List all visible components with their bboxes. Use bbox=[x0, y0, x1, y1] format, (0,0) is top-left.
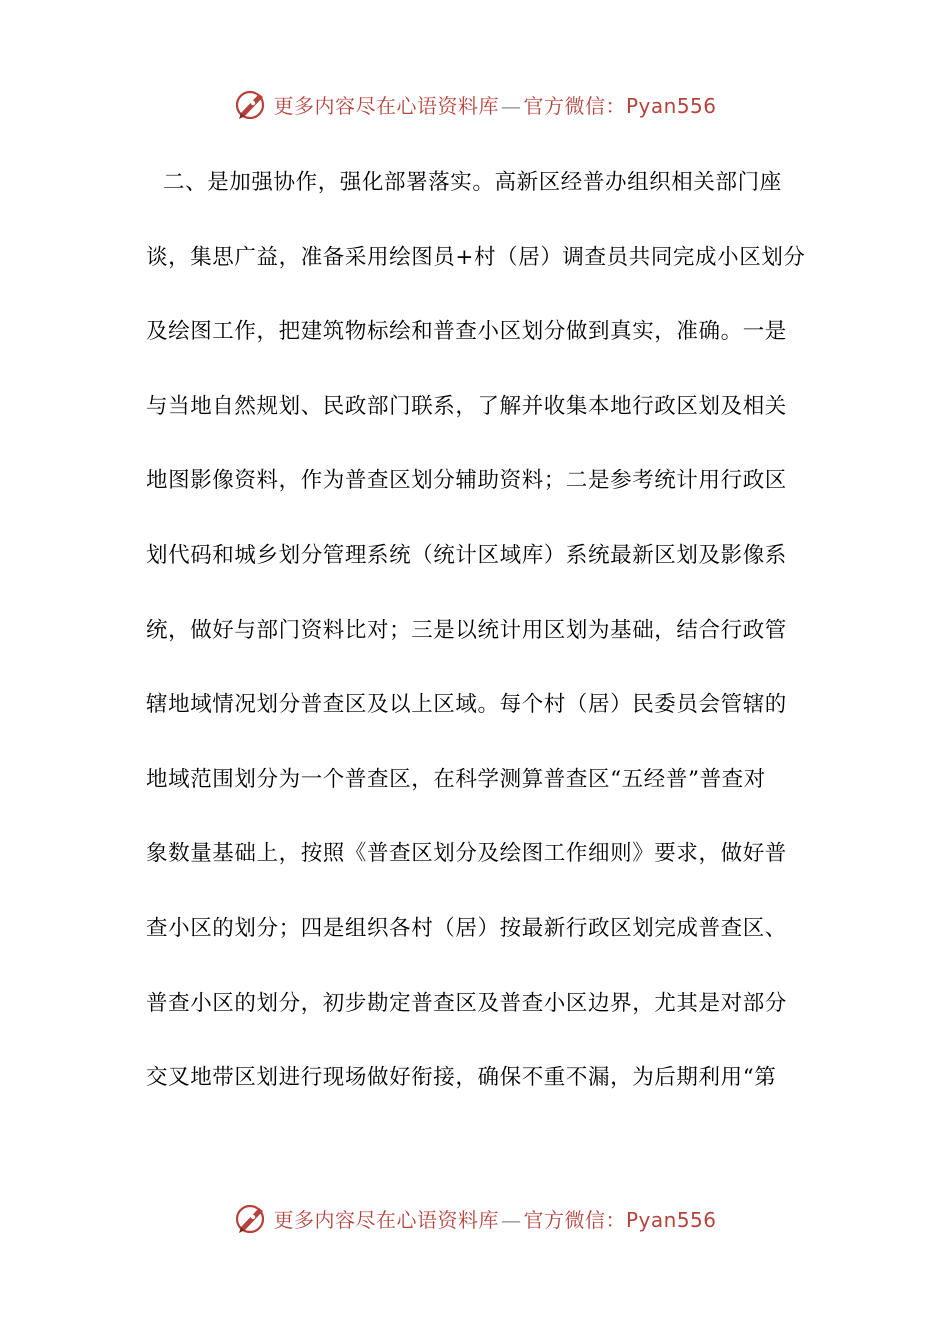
header-contact-label: 官方微信： bbox=[523, 93, 626, 118]
pen-logo-icon bbox=[233, 1200, 269, 1236]
text-line: 地域范围划分为一个普查区，在科学测算普查区“五经普”普查对 bbox=[146, 766, 766, 792]
text-line: 与当地自然规划、民政部门联系，了解并收集本地行政区划及相关 bbox=[146, 393, 787, 419]
footer-contact-id: Pyan556 bbox=[625, 1207, 717, 1232]
header-slogan: 更多内容尽在心语资料库 bbox=[273, 93, 499, 118]
text-line: 二、是加强协作，强化部署落实。高新区经普办组织相关部门座 bbox=[163, 170, 782, 195]
text-line: 普查小区的划分，初步勘定普查区及普查小区边界，尤其是对部分 bbox=[146, 990, 787, 1016]
pen-logo-icon bbox=[233, 86, 269, 122]
text-line: 交叉地带区划进行现场做好衔接，确保不重不漏，为后期利用“第 bbox=[146, 1065, 777, 1091]
text-line: 辖地域情况划分普查区及以上区域。每个村（居）民委员会管辖的 bbox=[146, 692, 787, 718]
footer-banner-text bbox=[273, 1204, 716, 1233]
text-line: 象数量基础上，按照《普查区划分及绘图工作细则》要求，做好普 bbox=[146, 841, 787, 867]
footer-dash: — bbox=[500, 1207, 522, 1232]
document-body bbox=[146, 158, 806, 1128]
text-line: 划代码和城乡划分管理系统（统计区域库）系统最新区划及影像系 bbox=[146, 542, 787, 568]
footer-contact-label: 官方微信： bbox=[523, 1207, 626, 1232]
footer-banner bbox=[0, 1196, 950, 1240]
header-banner-text bbox=[273, 90, 716, 119]
header-banner bbox=[0, 82, 950, 126]
header-contact-id: Pyan556 bbox=[625, 93, 717, 118]
text-line: 地图影像资料，作为普查区划分辅助资料；二是参考统计用行政区 bbox=[146, 468, 787, 494]
footer-slogan: 更多内容尽在心语资料库 bbox=[273, 1207, 499, 1232]
header-dash: — bbox=[500, 93, 522, 118]
text-line: 谈，集思广益，准备采用绘图员+村（居）调查员共同完成小区划分 bbox=[146, 244, 806, 270]
text-line: 查小区的划分；四是组织各村（居）按最新行政区划完成普查区、 bbox=[146, 915, 787, 941]
text-line: 统，做好与部门资料比对；三是以统计用区划为基础，结合行政管 bbox=[146, 617, 787, 643]
text-line: 及绘图工作，把建筑物标绘和普查小区划分做到真实，准确。一是 bbox=[146, 319, 787, 345]
